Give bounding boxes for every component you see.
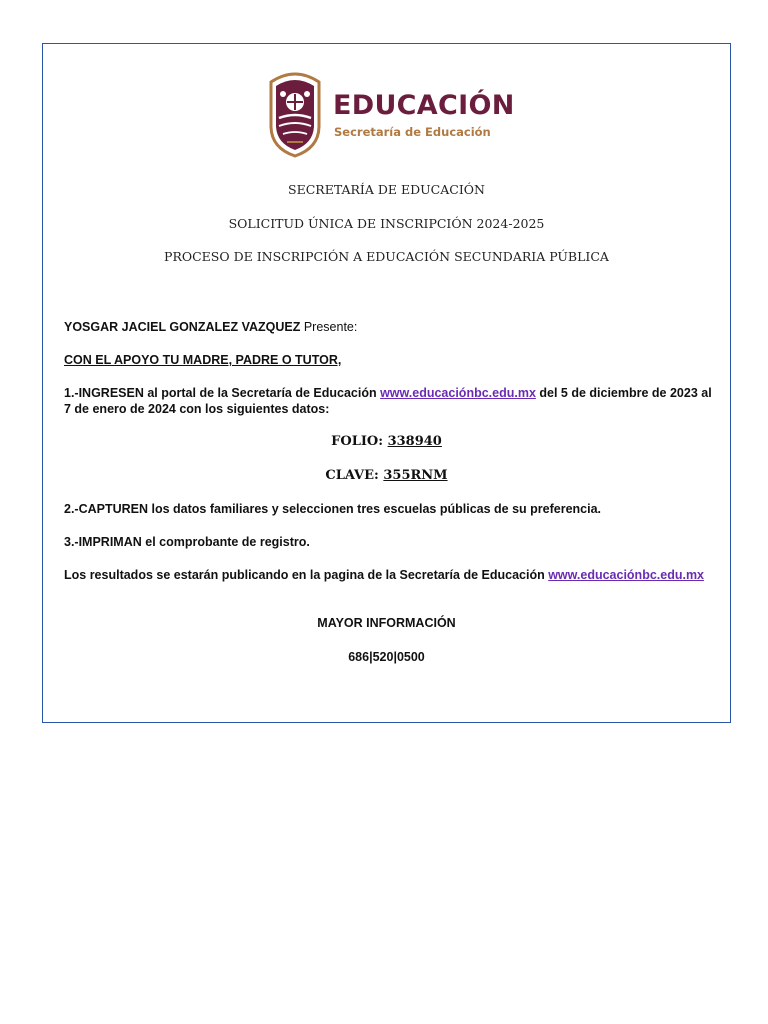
clave-value: 355RNM <box>383 468 448 483</box>
student-name: YOSGAR JACIEL GONZALEZ VAZQUEZ <box>64 320 301 334</box>
step-3: 3.-IMPRIMAN el comprobante de registro. <box>64 535 310 549</box>
clave-line <box>43 468 730 483</box>
more-info-heading: MAYOR INFORMACIÓN <box>317 616 456 630</box>
clave-label: CLAVE: <box>325 468 379 483</box>
header-line-2: SOLICITUD ÚNICA DE INSCRIPCIÓN 2024-2025 <box>228 216 545 231</box>
step-2: 2.-CAPTUREN los datos familiares y seleccionen tres escuelas públicas de su preferencia. <box>64 502 602 516</box>
step-1 <box>64 385 719 417</box>
folio-value: 338940 <box>387 434 442 449</box>
state-seal-icon <box>265 68 325 158</box>
support-line: CON EL APOYO TU MADRE, PADRE O TUTOR, <box>64 353 342 367</box>
greeting-line <box>64 319 719 335</box>
greeting-text: Presente: <box>300 320 358 334</box>
step-1-prefix: 1.-INGRESEN al portal de la Secretaría de Educación <box>64 386 381 400</box>
letter-frame <box>42 43 731 723</box>
header-line-1: SECRETARÍA DE EDUCACIÓN <box>288 182 485 197</box>
education-logo <box>265 68 515 160</box>
phone-number: 686|520|0500 <box>348 650 425 664</box>
results-line <box>64 567 719 583</box>
results-link[interactable]: www.educaciónbc.edu.mx <box>548 568 705 582</box>
portal-link[interactable]: www.educaciónbc.edu.mx <box>380 386 536 400</box>
step-1-suffix: del 5 de diciembre de 2023 al 7 de enero de 2024 con los siguientes datos: <box>64 386 712 416</box>
folio-line <box>43 434 730 449</box>
header-line-3: PROCESO DE INSCRIPCIÓN A EDUCACIÓN SECUNDARIA PÚBLICA <box>164 249 609 264</box>
logo-subtitle: Secretaría de Educación <box>334 125 491 139</box>
folio-label: FOLIO: <box>331 434 384 449</box>
logo-title: EDUCACIÓN <box>333 90 515 121</box>
results-prefix: Los resultados se estarán publicando en la pagina de la Secretaría de Educación <box>64 568 549 582</box>
